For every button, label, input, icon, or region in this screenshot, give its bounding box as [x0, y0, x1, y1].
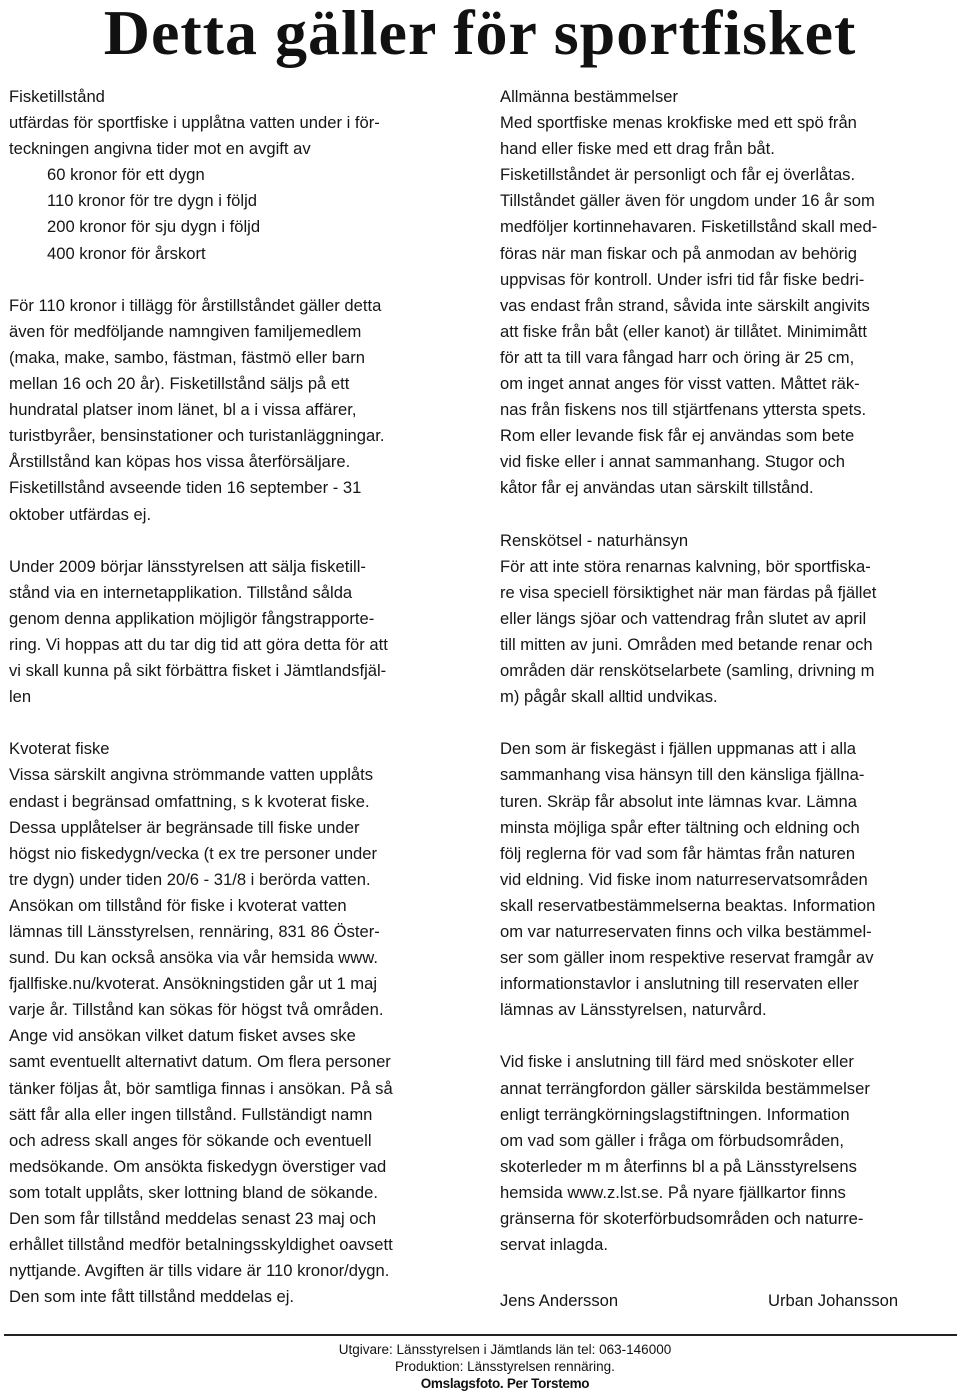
text-line: hand eller fiske med ett drag från båt. — [500, 139, 775, 159]
text-line: uppvisas för kontroll. Under isfri tid får fiske bedri- — [500, 269, 865, 289]
text-line: och adress skall anges för sökande och eventuell — [9, 1130, 372, 1150]
text-line: gränserna för skoterförbudsområden och naturre- — [500, 1209, 864, 1229]
text-line: vid fiske eller i annat sammanhang. Stugor och — [500, 452, 845, 472]
text-line: Den som är fiskegäst i fjällen uppmanas att i alla — [500, 739, 857, 759]
page-title: Detta gäller för sportfisket — [103, 0, 857, 68]
text-line: annat terrängfordon gäller särskilda bestämmelser — [500, 1078, 870, 1098]
text-line: om var naturreservaten finns och vilka bestämmel- — [500, 922, 872, 941]
text-line: re visa speciell försiktighet när man färdas på fjället — [500, 582, 877, 602]
text-line: Vissa särskilt angivna strömmande vatten upplåts — [9, 765, 374, 785]
reindeer-nature-section — [500, 528, 960, 711]
section-heading: Fisketillstånd — [9, 87, 105, 106]
text-line: lämnas till Länsstyrelsen, rennäring, 831 86 Öster- — [9, 922, 380, 941]
text-line: sätt får alla eller ingen tillstånd. Fullständigt namn — [9, 1104, 373, 1124]
paragraph-gap — [500, 710, 960, 736]
text-line: vas endast från strand, såvida inte särskilt angivits — [500, 295, 870, 315]
fishing-permit-section — [9, 84, 479, 267]
paragraph-gap — [9, 267, 479, 293]
text-line: samt eventuellt alternativt datum. Om flera personer — [9, 1052, 391, 1072]
general-rules-section — [500, 84, 960, 502]
internet-application-section — [9, 554, 479, 711]
text-line: högst nio fiskedygn/vecka (t ex tre personer under — [9, 843, 378, 863]
text-line: föras när man fiskar och på anmodan av behörig — [500, 243, 857, 263]
text-line: sammanhang visa hänsyn till den känsliga fjällna- — [500, 765, 865, 785]
section-heading: Allmänna bestämmelser — [500, 87, 678, 106]
text-line: Den som får tillstånd meddelas senast 23 maj och — [9, 1209, 377, 1229]
section-heading: Kvoterat fiske — [9, 739, 110, 759]
text-line: Under 2009 börjar länsstyrelsen att sälja fisketill- — [9, 556, 366, 576]
text-line: Dessa upplåtelser är begränsade till fiske under — [9, 817, 360, 837]
text-line: genom denna applikation möjligör fångstrapporte- — [9, 608, 375, 628]
text-line: minsta möjliga spår efter tältning och eldning och — [500, 817, 860, 837]
text-line: för att ta till vara fångad harr och öring är 25 cm, — [500, 347, 855, 367]
text-line: För att inte störa renarnas kalvning, bör sportfiska- — [500, 556, 871, 576]
signature-name: Jens Andersson — [500, 1291, 619, 1310]
text-line: ring. Vi hoppas att du tar dig tid att göra detta för att — [9, 634, 388, 654]
price-item: 60 kronor för ett dygn — [47, 165, 205, 185]
left-column — [9, 84, 479, 1310]
text-line: Fisketillståndet är personligt och får ej överlåtas. — [500, 165, 856, 185]
text-line: tänker följas åt, bör samtliga finnas i ansökan. På så — [9, 1078, 393, 1098]
text-line: medsökande. Om ansökta fiskedygn överstiger vad — [9, 1156, 387, 1176]
text-line: endast i begränsad omfattning, s k kvoterat fiske. — [9, 791, 370, 811]
paragraph-gap — [9, 710, 479, 736]
text-line: lämnas av Länsstyrelsen, naturvård. — [500, 1000, 767, 1020]
text-line: hundratal platser inom länet, bl a i vissa affärer, — [9, 400, 357, 420]
text-line: skall reservatbestämmelserna beaktas. Information — [500, 895, 876, 915]
text-line: nyttjande. Avgiften är tills vidare är 110 kronor/dygn. — [9, 1261, 390, 1281]
publisher-line: Utgivare: Länsstyrelsen i Jämtlands län tel: 063-146000 — [338, 1342, 672, 1357]
price-item: 110 kronor för tre dygn i följd — [47, 191, 257, 211]
text-line: tre dygn) under tiden 20/6 - 31/8 i berörda vatten. — [9, 869, 371, 889]
family-permit-section — [9, 293, 479, 528]
text-line: eller längs sjöar och vattendrag från slutet av april — [500, 608, 867, 628]
price-item: 200 kronor för sju dygn i följd — [47, 217, 261, 237]
text-line: (maka, make, sambo, fästman, fästmö eller barn — [9, 347, 365, 367]
text-line: om vad som gäller i fråga om förbudsområden, — [500, 1130, 845, 1150]
text-line: Vid fiske i anslutning till färd med snöskoter eller — [500, 1052, 854, 1072]
text-line: om inget annat anges för visst vatten. Måttet räk- — [500, 374, 860, 394]
text-line: turistbyråer, bensinstationer och turistanläggningar. — [9, 426, 385, 446]
text-line: len — [9, 687, 32, 707]
text-line: hemsida www.z.lst.se. På nyare fjällkartor finns — [500, 1182, 846, 1202]
section-heading: Renskötsel - naturhänsyn — [500, 530, 689, 550]
paragraph-gap — [500, 502, 960, 528]
text-line: kåtor får ej användas utan särskilt tillstånd. — [500, 478, 814, 498]
text-line: varje år. Tillstånd kan sökas för högst två områden. — [9, 1000, 384, 1020]
text-line: skoterleder m m återfinns bl a på Länsstyrelsens — [500, 1156, 857, 1176]
signature-name: Urban Johansson — [768, 1291, 899, 1310]
paragraph-gap — [9, 528, 479, 554]
text-line: Årstillstånd kan köpas hos vissa återförsäljare. — [9, 452, 351, 472]
snowmobile-section — [500, 1049, 960, 1258]
text-line: servat inlagda. — [500, 1235, 608, 1255]
text-line: som totalt upplåts, sker lottning bland de sökande. — [9, 1182, 378, 1202]
footer-divider — [4, 1334, 957, 1336]
text-line: vi skall kunna på sikt förbättra fisket i Jämtlandsfjäl- — [9, 661, 387, 681]
text-line: Tillståndet gäller även för ungdom under 16 år som — [500, 191, 875, 211]
footer — [0, 1341, 960, 1392]
text-line: följ reglerna för vad som får hämtas från naturen — [500, 843, 856, 863]
text-line: utfärdas för sportfiske i upplåtna vatten under i för- — [9, 113, 380, 133]
text-line: ser som gäller inom respektive reservat framgår av — [500, 948, 874, 968]
photo-credit-line: Omslagsfoto. Per Torstemo — [420, 1376, 590, 1391]
text-line: Rom eller levande fisk får ej användas som bete — [500, 426, 855, 446]
text-line: sund. Du kan också ansöka via vår hemsida www. — [9, 948, 378, 968]
text-line: teckningen angivna tider mot en avgift av — [9, 139, 311, 159]
text-line: nas från fiskens nos till stjärtfenans yttersta spets. — [500, 400, 867, 420]
text-line: erhållet tillstånd medför betalningsskyldighet oavsett — [9, 1235, 393, 1255]
text-line: till mitten av juni. Områden med betande renar och — [500, 634, 873, 654]
price-item: 400 kronor för årskort — [47, 243, 206, 263]
production-line: Produktion: Länsstyrelsen rennäring. — [395, 1359, 615, 1374]
text-line: mellan 16 och 20 år). Fisketillstånd säljs på ett — [9, 374, 350, 394]
text-line: områden där renskötselarbete (samling, drivning m — [500, 661, 875, 681]
text-line: Den som inte fått tillstånd meddelas ej. — [9, 1287, 295, 1307]
text-line: oktober utfärdas ej. — [9, 504, 152, 524]
text-line: även för medföljande namngiven familjemedlem — [9, 321, 362, 341]
paragraph-gap — [500, 1023, 960, 1049]
text-line: enligt terrängkörningslagstiftningen. Information — [500, 1104, 850, 1124]
right-column — [500, 84, 960, 1258]
text-line: stånd via en internetapplikation. Tillstånd sålda — [9, 582, 353, 602]
text-line: Ansökan om tillstånd för fiske i kvoterat vatten — [9, 895, 347, 915]
text-line: turen. Skräp får absolut inte lämnas kvar. Lämna — [500, 791, 857, 811]
text-line: medföljer kortinnehavaren. Fisketillstånd skall med- — [500, 217, 878, 237]
quota-fishing-section — [9, 736, 479, 1310]
text-line: att fiske från båt (eller kanot) är tillåtet. Minimimått — [500, 321, 868, 341]
text-line: m) pågår skall alltid undvikas. — [500, 687, 718, 707]
text-line: Med sportfiske menas krokfiske med ett spö från — [500, 113, 857, 133]
text-line: Ange vid ansökan vilket datum fisket avses ske — [9, 1026, 356, 1046]
text-line: För 110 kronor i tillägg för årstillståndet gäller detta — [9, 295, 382, 315]
text-line: fjallfiske.nu/kvoterat. Ansökningstiden går ut 1 maj — [9, 974, 378, 994]
text-line: vid eldning. Vid fiske inom naturreservatsområden — [500, 869, 868, 889]
text-line: Fisketillstånd avseende tiden 16 september - 31 — [9, 478, 362, 498]
mountain-guest-section — [500, 736, 960, 1023]
text-line: informationstavlor i anslutning till reservaten eller — [500, 974, 859, 994]
